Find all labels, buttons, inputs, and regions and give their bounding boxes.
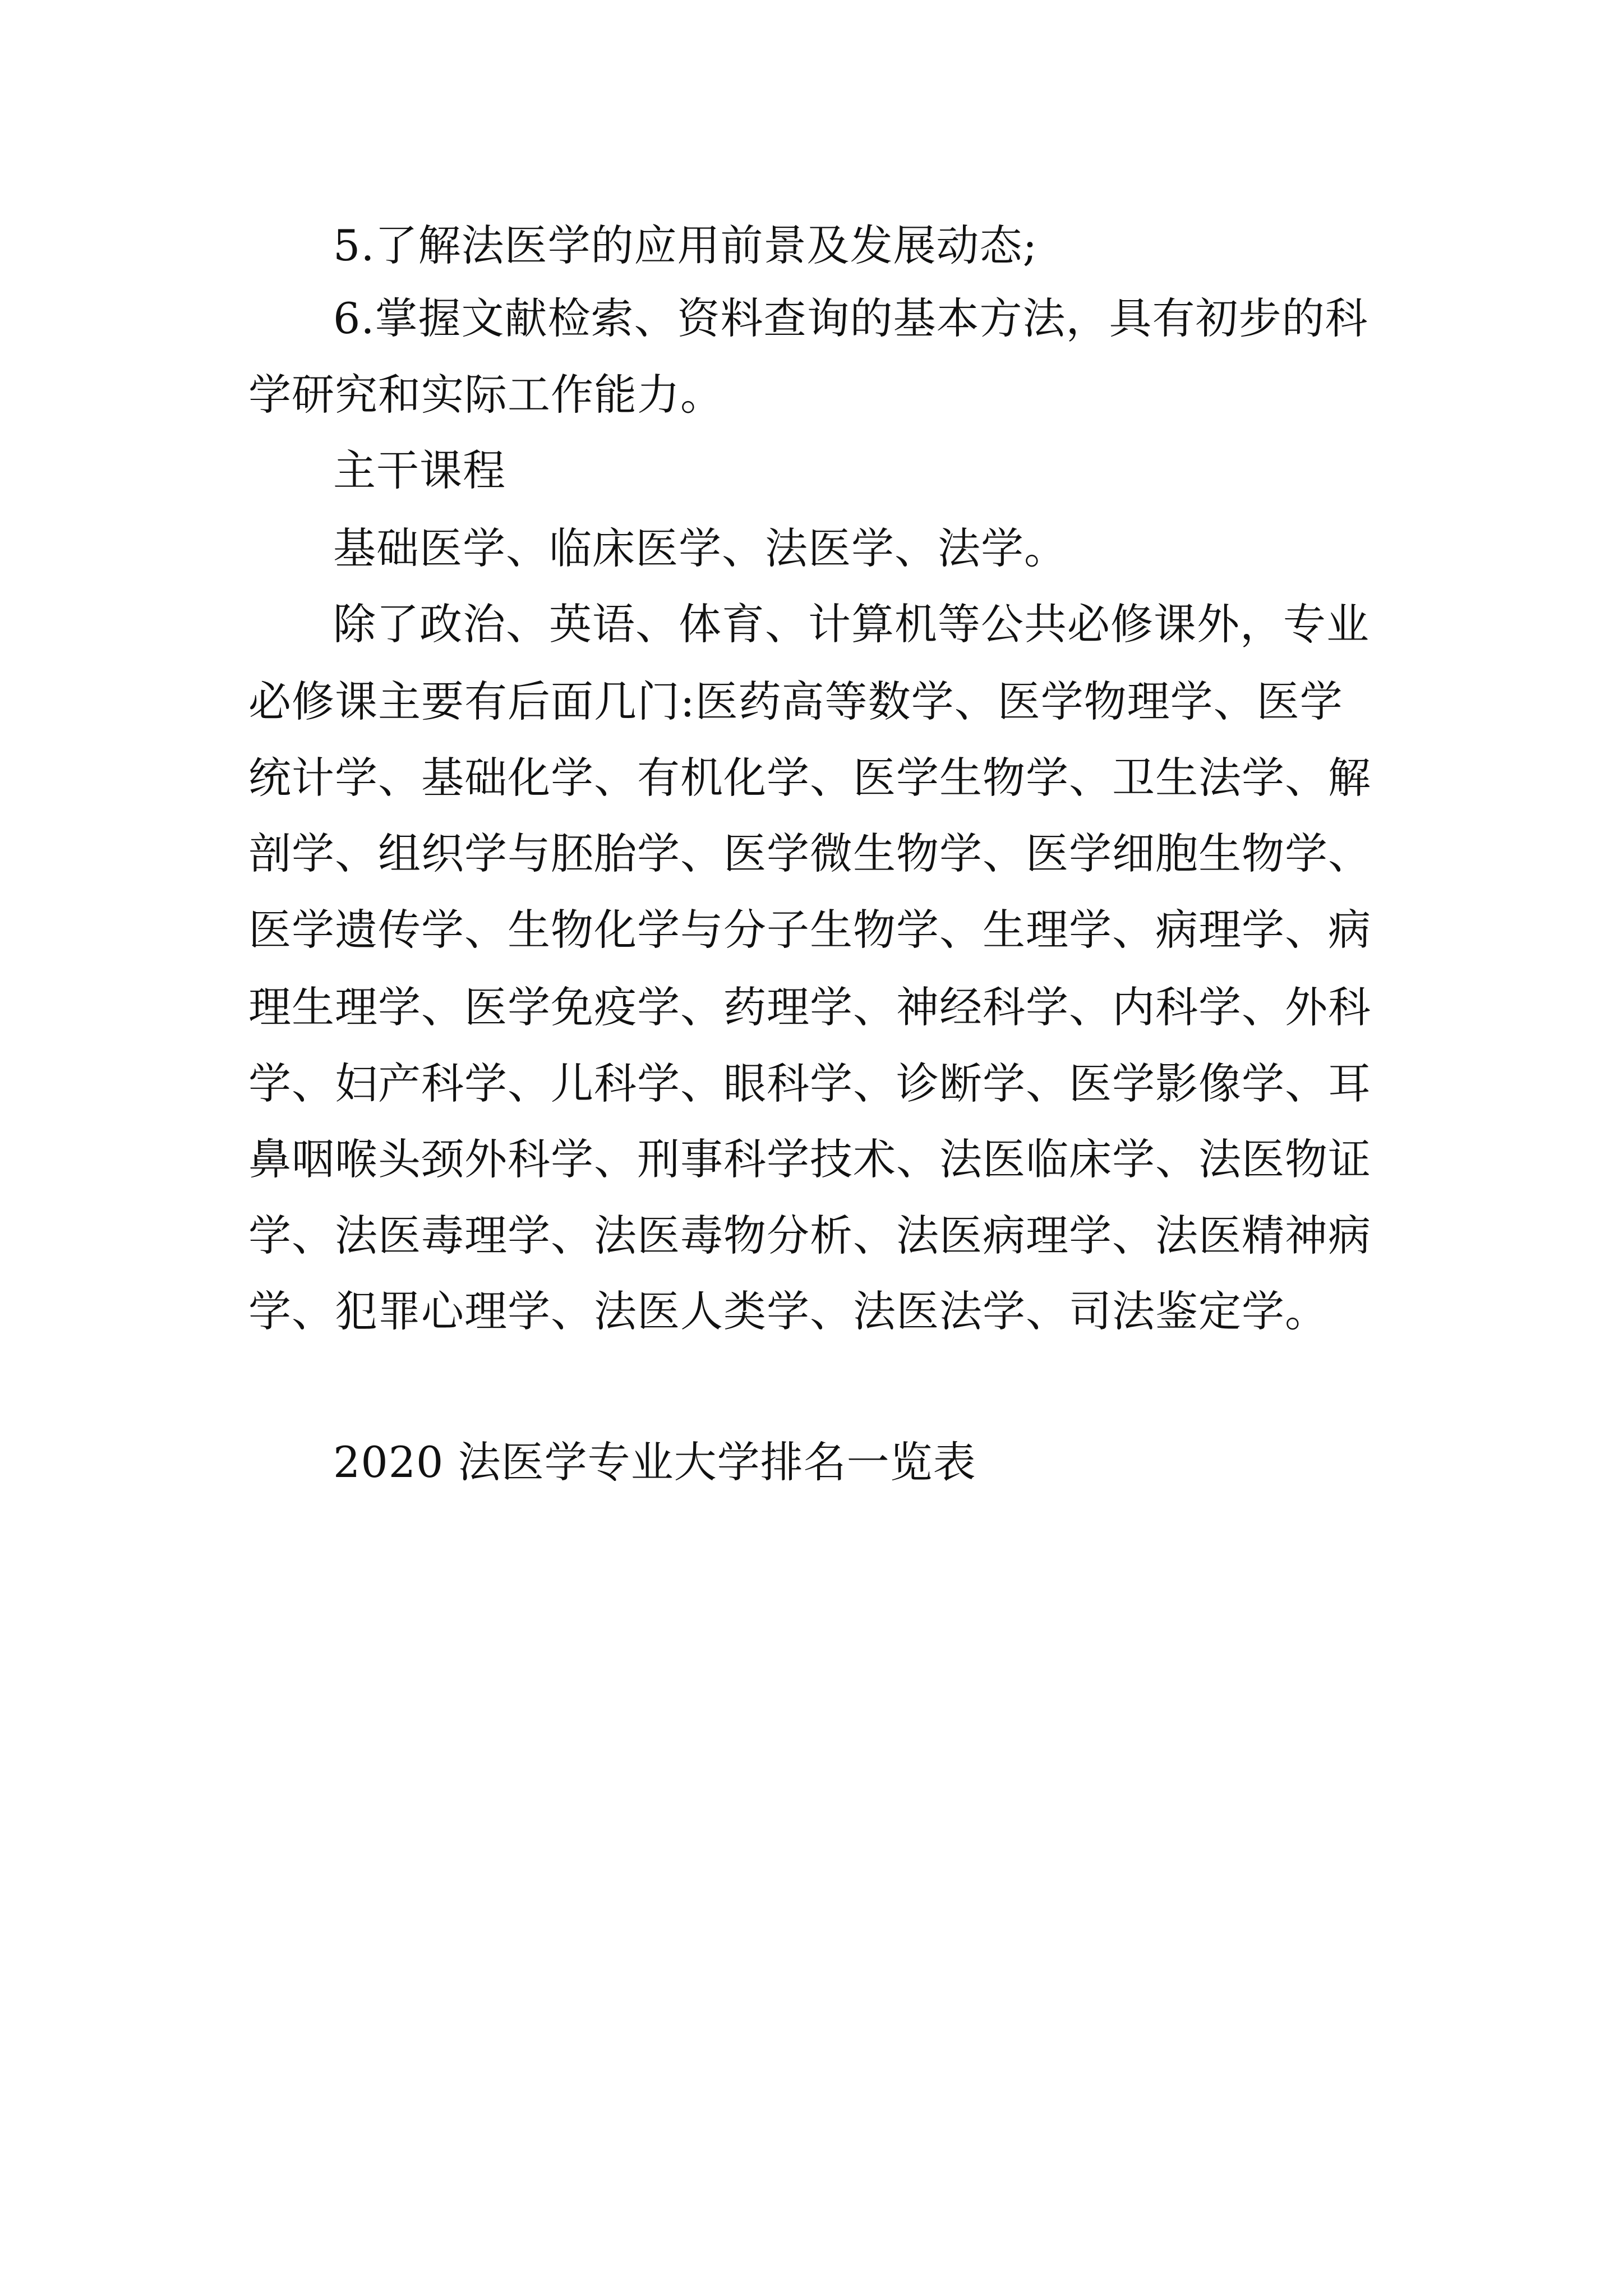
paragraph-line: 除了政治、英语、体育、计算机等公共必修课外，专业 [333, 599, 1370, 649]
ranking-table-title: 2020 法医学专业大学排名一览表 [333, 1437, 976, 1487]
paragraph-line: 学、犯罪心理学、法医人类学、法医法学、司法鉴定学。 [248, 1286, 1328, 1336]
core-courses-text: 基础医学、临床医学、法医学、法学。 [333, 523, 1067, 573]
list-item-6-line: 学研究和实际工作能力。 [248, 370, 723, 420]
list-item-5: 5.了解法医学的应用前景及发展动态; [333, 220, 1038, 270]
paragraph-line: 学、法医毒理学、法医毒物分析、法医病理学、法医精神病 [248, 1211, 1371, 1260]
paragraph-line: 医学遗传学、生物化学与分子生物学、生理学、病理学、病 [248, 905, 1371, 955]
paragraph-line: 学、妇产科学、儿科学、眼科学、诊断学、医学影像学、耳 [248, 1059, 1371, 1108]
paragraph-line: 统计学、基础化学、有机化学、医学生物学、卫生法学、解 [248, 753, 1371, 803]
paragraph-line: 必修课主要有后面几门:医药高等数学、医学物理学、医学 [248, 677, 1343, 726]
paragraph-line: 剖学、组织学与胚胎学、医学微生物学、医学细胞生物学、 [248, 829, 1371, 878]
paragraph-line: 鼻咽喉头颈外科学、刑事科学技术、法医临床学、法医物证 [248, 1134, 1371, 1184]
section-heading: 主干课程 [333, 445, 506, 495]
paragraph-line: 理生理学、医学免疫学、药理学、神经科学、内科学、外科 [248, 982, 1371, 1032]
list-item-6-line: 6.掌握文献检索、资料查询的基本方法，具有初步的科 [333, 293, 1368, 343]
